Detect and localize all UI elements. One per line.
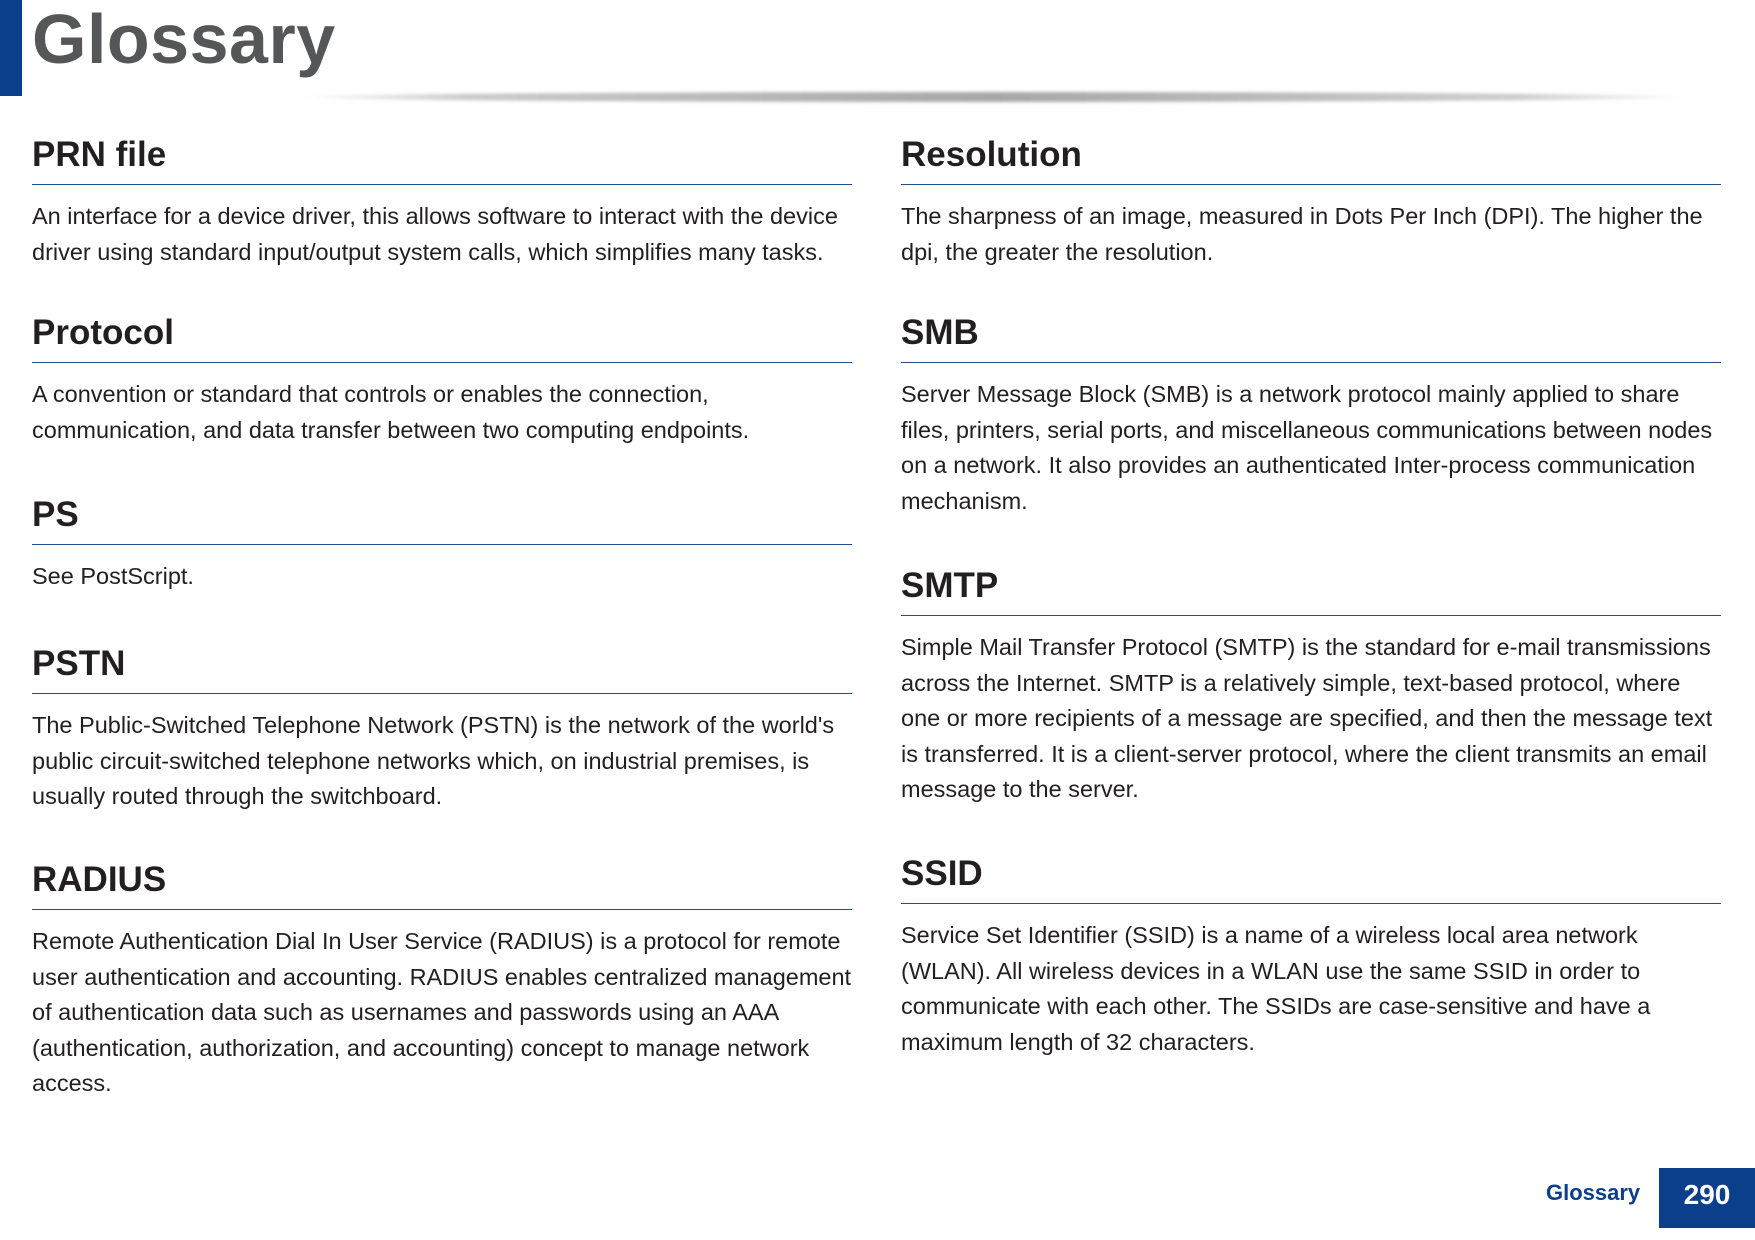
term-definition: The sharpness of an image, measured in Dots Per Inch (DPI). The higher the dpi, the greater the resolution. (901, 203, 1703, 265)
term-definition: An interface for a device driver, this allows software to interact with the device driver using standard input/output system calls, which simplifies many tasks. (32, 203, 838, 265)
title-divider (300, 92, 1690, 102)
term-heading: PSTN (32, 639, 852, 694)
glossary-entry-protocol (32, 308, 852, 490)
term-heading: SMB (901, 308, 1721, 363)
term-heading: SMTP (901, 561, 1721, 616)
page-title: Glossary (32, 0, 336, 78)
footer-section-label: Glossary (1546, 1180, 1641, 1205)
glossary-entry-pstn (32, 639, 852, 855)
glossary-entry-ps (32, 490, 852, 639)
term-definition: Server Message Block (SMB) is a network protocol mainly applied to share files, printers, serial ports, and miscellaneous communications between nodes on a network. It also provides an authenticated Inter-process communication mechanism. (901, 381, 1713, 514)
term-heading: RADIUS (32, 855, 852, 910)
term-heading: SSID (901, 849, 1721, 904)
glossary-entry-radius (32, 855, 852, 1102)
term-definition: Remote Authentication Dial In User Service (RADIUS) is a protocol for remote user authentication and accounting. RADIUS enables centralized management of authentication data such as usernames and passwords using an AAA (authentication, authorization, and accounting) concept to manage network access. (32, 928, 852, 1096)
term-heading: PRN file (32, 130, 852, 185)
left-accent-bar (0, 0, 22, 96)
term-definition: Service Set Identifier (SSID) is a name of a wireless local area network (WLAN). All wireless devices in a WLAN use the same SSID in order to communicate with each other. The SSIDs are case-sensitive and have a maximum length of 32 characters. (901, 922, 1651, 1055)
glossary-entry-resolution (901, 130, 1721, 308)
term-definition: Simple Mail Transfer Protocol (SMTP) is the standard for e-mail transmissions across the Internet. SMTP is a relatively simple, text-based protocol, where one or more recipients of a message are specified, and then the message text is transferred. It is a client-server protocol, where the client transmits an email message to the server. (901, 634, 1713, 802)
glossary-entry-ssid (901, 849, 1721, 1060)
glossary-entry-smb (901, 308, 1721, 561)
term-heading: Protocol (32, 308, 852, 363)
right-column (901, 130, 1721, 1060)
glossary-entry-smtp (901, 561, 1721, 849)
page-number-badge: 290 (1659, 1168, 1755, 1228)
term-definition: The Public-Switched Telephone Network (PSTN) is the network of the world's public circuit-switched telephone networks which, on industrial premises, is usually routed through the switchboard. (32, 712, 835, 809)
term-heading: PS (32, 490, 852, 545)
left-column (32, 130, 852, 1102)
glossary-entry-prn-file (32, 130, 852, 308)
term-definition: See PostScript. (32, 563, 194, 589)
term-definition: A convention or standard that controls or enables the connection, communication, and data transfer between two computing endpoints. (32, 381, 750, 443)
term-heading: Resolution (901, 130, 1721, 185)
